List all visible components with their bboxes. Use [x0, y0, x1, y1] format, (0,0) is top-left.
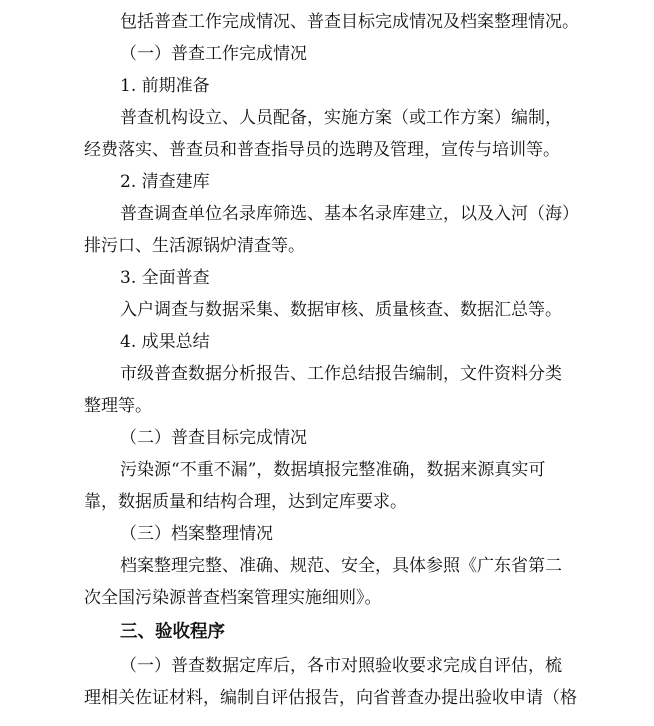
text-line-database-2: 排污口、生活源锅炉清查等。 [84, 236, 305, 256]
text-line-archive-1: 档案整理完整、准确、规范、安全，具体参照《广东省第二 [120, 556, 562, 576]
text-line-full-census: 入户调查与数据采集、数据审核、质量核查、数据汇总等。 [120, 300, 562, 320]
item-heading-summary: 4. 成果总结 [120, 332, 210, 352]
item-heading-preparation: 1. 前期准备 [120, 76, 210, 96]
text-line-procedure-2: 理相关佐证材料，编制自评估报告，向省普查办提出验收申请（格 [84, 688, 577, 708]
text-line-archive-2: 次全国污染源普查档案管理实施细则》。 [84, 588, 382, 608]
text-line-summary-2: 整理等。 [84, 396, 152, 416]
text-line-target-1: 污染源“不重不漏”，数据填报完整准确，数据来源真实可 [120, 460, 546, 480]
text-line-summary-1: 市级普查数据分析报告、工作总结报告编制，文件资料分类 [120, 364, 562, 384]
text-line-preparation-1: 普查机构设立、人员配备，实施方案（或工作方案）编制， [120, 108, 562, 128]
text-line-1: 包括普查工作完成情况、普查目标完成情况及档案整理情况。 [120, 12, 579, 32]
item-heading-full-census: 3. 全面普查 [120, 268, 210, 288]
text-line-database-1: 普查调查单位名录库筛选、基本名录库建立，以及入河（海） [120, 204, 579, 224]
item-heading-database: 2. 清查建库 [120, 172, 210, 192]
subheading-archive: （三）档案整理情况 [120, 524, 273, 544]
text-line-procedure-1: （一）普查数据定库后，各市对照验收要求完成自评估，梳 [120, 656, 562, 676]
text-line-target-2: 靠，数据质量和结构合理，达到定库要求。 [84, 492, 407, 512]
section-heading-acceptance-procedure: 三、验收程序 [120, 622, 225, 642]
subheading-work-completion: （一）普查工作完成情况 [120, 44, 307, 64]
subheading-target-completion: （二）普查目标完成情况 [120, 428, 307, 448]
text-line-preparation-2: 经费落实、普查员和普查指导员的选聘及管理，宣传与培训等。 [84, 140, 560, 160]
